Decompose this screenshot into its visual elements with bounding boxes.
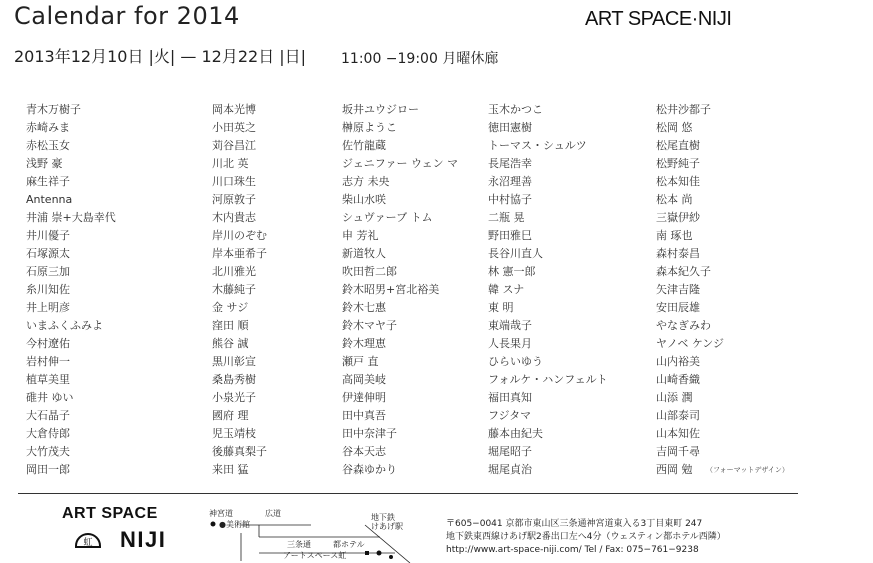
artist-name: 麻生祥子	[26, 175, 70, 188]
artist-name: 石原三加	[26, 265, 70, 278]
artist-name: 鈴木七惠	[342, 301, 386, 314]
artist-name: 堀尾貞治	[488, 463, 532, 476]
artist-name: 窪田 順	[212, 319, 249, 332]
artist-name: 川北 英	[212, 157, 249, 170]
map-label-gallery: アートスペース虹	[283, 551, 347, 560]
logo-text-top: ART SPACE	[62, 505, 158, 522]
artist-name: 岸川のぞむ	[212, 229, 267, 242]
artist-name: 長谷川直人	[488, 247, 543, 260]
artist-name: 北川雅光	[212, 265, 256, 278]
artist-name: 矢津吉隆	[656, 283, 700, 296]
artist-name: 鈴木昭男+宮北裕美	[342, 283, 440, 296]
artist-name: 岸本亜希子	[212, 247, 267, 260]
map-label-miyako-hotel: 都ホテル	[333, 540, 365, 549]
artist-name: いまふくふみよ	[26, 319, 103, 332]
artist-name: 今村遼佑	[26, 337, 70, 350]
artist-name: 大石晶子	[26, 409, 70, 422]
artist-name: 松野純子	[656, 157, 700, 170]
page-title: Calendar for 2014	[14, 2, 240, 30]
artist-name: 佐竹龍蔵	[342, 139, 386, 152]
footer-divider	[18, 493, 798, 494]
artist-name: 青木万樹子	[26, 103, 81, 116]
artist-name: 東 明	[488, 301, 514, 314]
artist-name: 河原敦子	[212, 193, 256, 206]
artist-name: 伊達伸明	[342, 391, 386, 404]
artist-name: 松本知佳	[656, 175, 700, 188]
artist-name: 小田英之	[212, 121, 256, 134]
artist-name: 山添 潤	[656, 391, 693, 404]
artist-name: 苅谷昌江	[212, 139, 256, 152]
address-line-1: 〒605−0041 京都市東山区三条通神宮道東入る3丁目東町 247	[446, 519, 703, 529]
access-map	[205, 505, 417, 563]
artist-name: フォルケ・ハンフェルト	[488, 373, 608, 386]
exhibition-dates: 2013年12月10日 |火| — 12月22日 |日|	[14, 47, 307, 66]
artist-name: 岩村伸一	[26, 355, 70, 368]
artist-name: 谷本天志	[342, 445, 386, 458]
artist-name: 野田雅巳	[488, 229, 532, 242]
artist-name: 森村泰昌	[656, 247, 700, 260]
artist-name: 小泉光子	[212, 391, 256, 404]
artist-name: 金 サジ	[212, 301, 249, 314]
artist-name: 大竹茂夫	[26, 445, 70, 458]
artist-name: 岡田一郎	[26, 463, 70, 476]
artist-name: Antenna	[26, 193, 73, 206]
artist-note: （フォーマットデザイン）	[706, 466, 789, 474]
artist-name: 山本知佐	[656, 427, 700, 440]
artist-name: 山崎香織	[656, 373, 700, 386]
artist-name: 吉岡千尋	[656, 445, 700, 458]
artist-name: 大倉侍郎	[26, 427, 70, 440]
artist-name: 藤本由紀夫	[488, 427, 543, 440]
gallery-address	[446, 518, 726, 557]
artist-name: 赤崎みま	[26, 121, 70, 134]
artist-name: ジェニファー ウェン マ	[342, 157, 459, 170]
artist-name: 西岡 勉	[656, 463, 693, 476]
artist-name: 来田 猛	[212, 463, 249, 476]
map-label-jingumichi: 神宮道	[209, 509, 233, 518]
artist-column-1	[26, 101, 186, 479]
artist-name: 糸川知佐	[26, 283, 70, 296]
artist-name: 南 琢也	[656, 229, 693, 242]
artist-name: 堀尾昭子	[488, 445, 532, 458]
artist-name: 木内貴志	[212, 211, 256, 224]
artist-name: ヤノベ ケンジ	[656, 337, 725, 350]
artist-name: やなぎみわ	[656, 319, 711, 332]
artist-name: 玉木かつこ	[488, 103, 543, 116]
artist-name: 三嶽伊紗	[656, 211, 700, 224]
gallery-logo	[60, 505, 200, 553]
artist-name: 熊谷 誠	[212, 337, 249, 350]
artist-name: 後藤真梨子	[212, 445, 267, 458]
artist-name: 福田真知	[488, 391, 532, 404]
opening-hours: 11:00 −19:00 月曜休廊	[341, 51, 499, 67]
artist-name: 松本 尚	[656, 193, 693, 206]
brand-wordmark: ART SPACE·NIJI	[585, 8, 732, 30]
artist-name: 人長果月	[488, 337, 532, 350]
address-line-3: http://www.art-space-niji.com/ Tel / Fax: 075−761−9238	[446, 545, 699, 555]
badge-glyph: 虹	[83, 538, 93, 548]
artist-name: 森本紀久子	[656, 265, 711, 278]
artist-name: 國府 理	[212, 409, 249, 422]
artist-name: 石塚源太	[26, 247, 70, 260]
artist-name: 浅野 豪	[26, 157, 63, 170]
artist-name: 松尾直樹	[656, 139, 700, 152]
artist-name: 長尾浩幸	[488, 157, 532, 170]
artist-name: 岡本光博	[212, 103, 256, 116]
artist-name: ひらいゆう	[488, 355, 543, 368]
artist-name: 井川優子	[26, 229, 70, 242]
artist-name: 永沼理善	[488, 175, 532, 188]
artist-name: フジタマ	[488, 409, 532, 422]
artist-name: 松岡 悠	[656, 121, 693, 134]
artist-name: 田中奈津子	[342, 427, 397, 440]
address-line-2: 地下鉄東西線けあげ駅2番出口左へ4分（ウェスティン都ホテル西隣）	[446, 532, 726, 542]
artist-name: 川口珠生	[212, 175, 256, 188]
artist-name: 申 芳礼	[342, 229, 379, 242]
rainbow-badge-icon	[73, 530, 103, 552]
map-label-sanjo: 三条通	[287, 540, 311, 549]
artist-column-5	[656, 101, 816, 479]
map-label-hirodo: 広道	[265, 509, 281, 518]
artist-name: 鈴木理恵	[342, 337, 386, 350]
artist-name: トーマス・シュルツ	[488, 139, 587, 152]
artist-name: 黒川彰宣	[212, 355, 256, 368]
artist-name: 児玉靖枝	[212, 427, 256, 440]
artist-name: 東端哉子	[488, 319, 532, 332]
artist-name: 松井沙都子	[656, 103, 711, 116]
artist-name: 谷森ゆかり	[342, 463, 397, 476]
artist-name: 吹田哲二郎	[342, 265, 397, 278]
artist-name: 新道牧人	[342, 247, 386, 260]
artist-name: 植草美里	[26, 373, 70, 386]
artist-column-4	[488, 101, 648, 479]
artist-name: 井上明彦	[26, 301, 70, 314]
artist-name: 山部泰司	[656, 409, 700, 422]
artist-name: 坂井ユウジロー	[342, 103, 419, 116]
logo-text-niji: NIJI	[120, 527, 167, 552]
artist-column-3	[342, 101, 502, 479]
artist-name: 安田辰雄	[656, 301, 700, 314]
artist-name: 二瓶 晃	[488, 211, 525, 224]
artist-name: 赤松玉女	[26, 139, 70, 152]
artist-name: 徳田憲樹	[488, 121, 532, 134]
artist-name: 柴山水咲	[342, 193, 386, 206]
artist-name: 木藤純子	[212, 283, 256, 296]
artist-name: 高岡美岐	[342, 373, 386, 386]
artist-name: 井浦 崇+大島幸代	[26, 211, 116, 224]
artist-name: 山内裕美	[656, 355, 700, 368]
artist-name: 鈴木マヤ子	[342, 319, 397, 332]
artist-name: 榊原ようこ	[342, 121, 397, 134]
artist-name: 瀬戸 直	[342, 355, 379, 368]
artist-name: 韓 スナ	[488, 283, 525, 296]
map-label-station: 地下鉄 けあげ駅	[371, 513, 403, 531]
artist-name: シュヴァーブ トム	[342, 211, 433, 224]
artist-name: 桑島秀樹	[212, 373, 256, 386]
artist-name: 田中真吾	[342, 409, 386, 422]
map-label-museum: ●美術館	[219, 520, 250, 529]
artist-name: 中村協子	[488, 193, 532, 206]
artist-name: 志方 未央	[342, 175, 390, 188]
artist-name: 林 憲一郎	[488, 265, 536, 278]
artist-name: 碓井 ゆい	[26, 391, 74, 404]
